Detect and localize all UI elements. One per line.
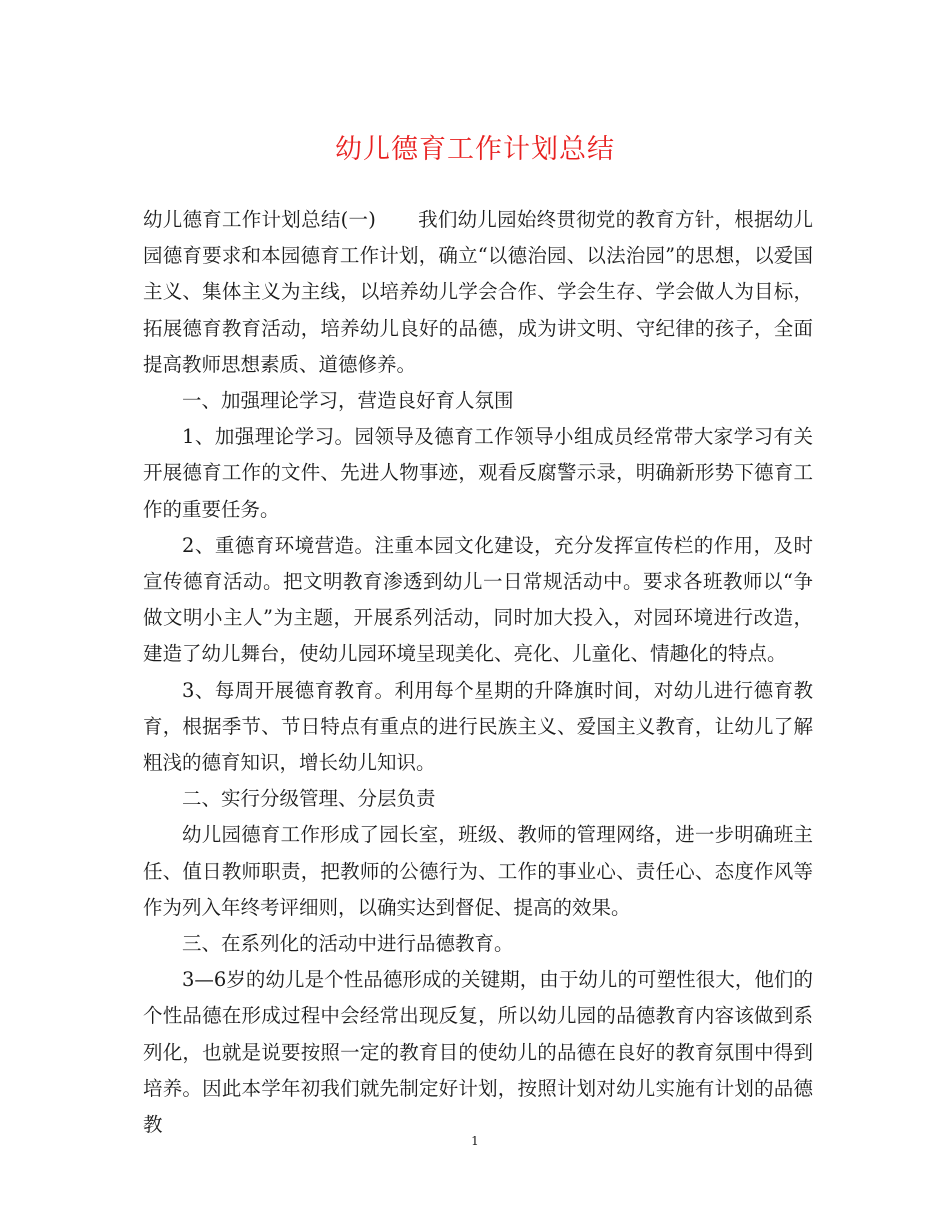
document-body: [143, 202, 813, 1143]
page-number: 1: [471, 1134, 479, 1148]
section-heading-3: 三、在系列化的活动中进行品德教育。: [182, 932, 514, 956]
paragraph-character-education: 3—6岁的幼儿是个性品德形成的关键期，由于幼儿的可塑性很大，他们的个性品德在形成过程中会经常出现反复，所以幼儿园的品德教育内容该做到系列化，也就是说要按照一定的教育目的使幼儿的品德在良好的教育氛围中得到培养。因此本学年初我们就先制定好计划，按照计划对幼儿实施有计划的品德教: [143, 968, 813, 1137]
document-title: 幼儿德育工作计划总结: [335, 134, 615, 165]
section-heading-2: 二、实行分级管理、分层负责: [182, 787, 436, 811]
section-heading-1: 一、加强理论学习，营造良好育人氛围: [182, 389, 514, 413]
paragraph-environment: 2、重德育环境营造。注重本园文化建设，充分发挥宣传栏的作用，及时宣传德育活动。把文明教育渗透到幼儿一日常规活动中。要求各班教师以“争做文明小主人”为主题，开展系列活动，同时加大投入，对园环境进行改造，建造了幼儿舞台，使幼儿园环境呈现美化、亮化、儿童化、情趣化的特点。: [143, 533, 813, 666]
intro-heading: 幼儿德育工作计划总结(一): [143, 208, 376, 231]
paragraph-management: 幼儿园德育工作形成了园长室，班级、教师的管理网络，进一步明确班主任、值日教师职责，把教师的公德行为、工作的事业心、责任心、态度作风等作为列入年终考评细则，以确实达到督促、提高的效果。: [143, 823, 813, 919]
paragraph-weekly-education: 3、每周开展德育教育。利用每个星期的升降旗时间，对幼儿进行德育教育，根据季节、节日特点有重点的进行民族主义、爱国主义教育，让幼儿了解粗浅的德育知识，增长幼儿知识。: [143, 678, 813, 775]
intro-paragraph: [143, 202, 813, 383]
intro-text: 我们幼儿园始终贯彻党的教育方针，根据幼儿园德育要求和本园德育工作计划，确立“以德治园、以法治园”的思想，以爱国主义、集体主义为主线，以培养幼儿学会合作、学会生存、学会做人为目标，拓展德育教育活动，培养幼儿良好的品德，成为讲文明、守纪律的孩子，全面提高教师思想素质、道德修养。: [143, 208, 813, 376]
paragraph-theory-study: 1、加强理论学习。园领导及德育工作领导小组成员经常带大家学习有关开展德育工作的文件、先进人物事迹，观看反腐警示录，明确新形势下德育工作的重要任务。: [143, 425, 813, 521]
